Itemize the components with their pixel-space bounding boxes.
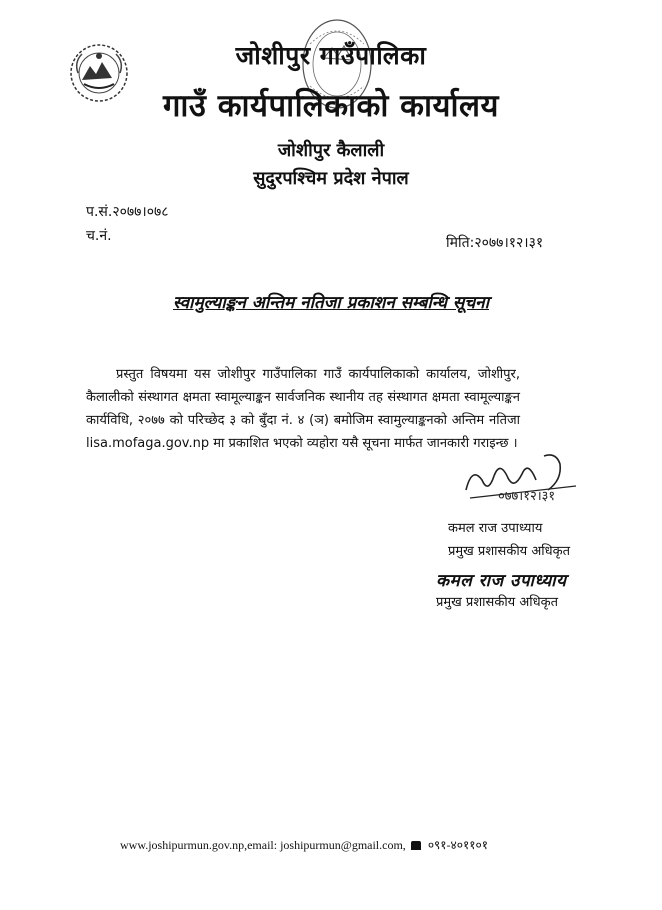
address-line-1: जोशीपुर कैलाली [277,140,385,161]
reference-number: प.सं.२०७७।०७८ [86,204,169,220]
notice-subject [0,290,662,313]
signatory-name: कमल राज उपाध्याय [448,521,543,536]
footer-contact [120,836,488,853]
address-line-2: सुदुरपश्चिम प्रदेश नेपाल [253,168,409,189]
notice-body: प्रस्तुत विषयमा यस जोशीपुर गाउँपालिका गाउँ कार्यपालिकाको कार्यालय, जोशीपुर, कैलालीको संस्थागत क्षमता स्वामूल्याङ्कन सार्वजनिक स्थानीय तह संस्थागत क्षमता स्वामूल्याङ्कन कार्यविधि, २०७७ को परिच्छेद ३ को बुँदा नं. ४ (ञ) बमोजिम स्वामुल्याङ्कनको अन्तिम नतिजा lisa.mofaga.gov.np मा प्रकाशित भएको व्यहोरा यसै सूचना मार्फत जानकारी गराइन्छ । [86,367,520,451]
notice-subject-text: स्वामुल्याङ्कन अन्तिम नतिजा प्रकाशन सम्बन्धि सूचना [172,293,490,313]
office-name: गाउँ कार्यपालिकाको कार्यालय [162,88,500,124]
phone-icon [411,841,421,850]
footer-web-email: www.joshipurmun.gov.np,email: joshipurmun@gmail.com, [120,838,406,852]
handwritten-signature [458,450,586,510]
stamp-title: प्रमुख प्रशासकीय अधिकृत [436,595,559,610]
stamp-name: कमल राज उपाध्याय [436,571,567,591]
dispatch-number: च.नं. [86,228,112,244]
signatory-title: प्रमुख प्रशासकीय अधिकृत [448,544,571,559]
footer-phone: ०९१-४०११०१ [427,838,488,852]
notice-date: मिति:२०७७।१२।३१ [446,235,544,251]
svg-text:०७७।१२।३१: ०७७।१२।३१ [498,489,556,504]
org-name: जोशीपुर गाउँपालिका [235,41,427,70]
